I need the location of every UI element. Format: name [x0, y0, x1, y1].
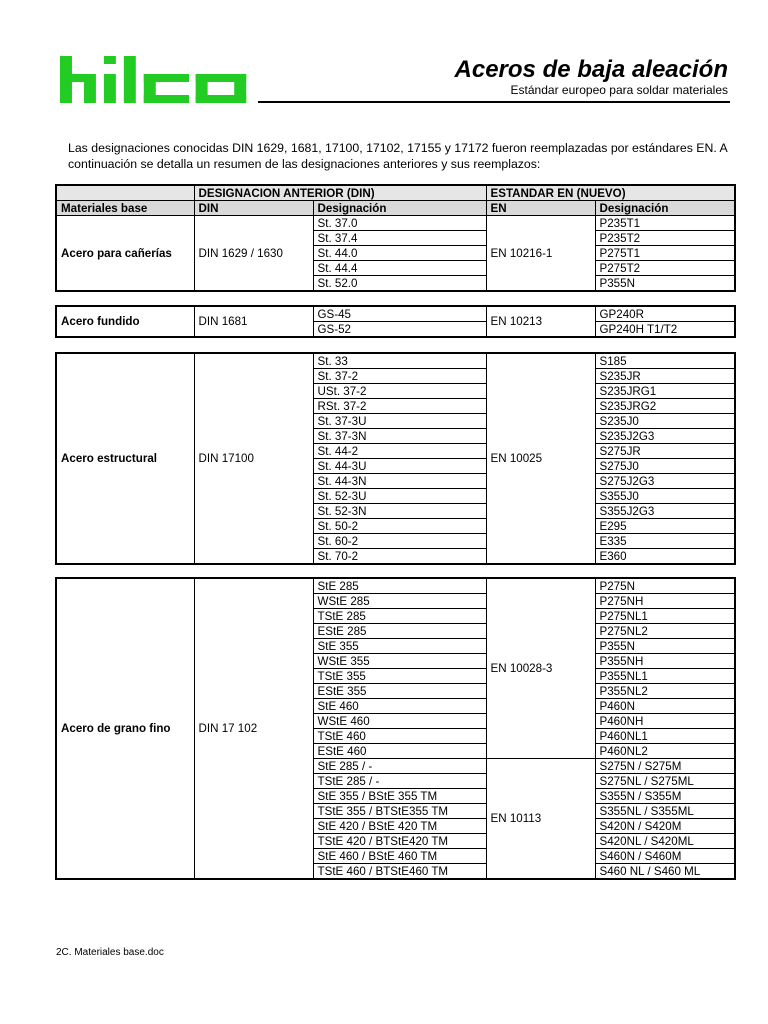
old-designation-cell: StE 420 / BStE 420 TM — [313, 819, 486, 834]
logo-shapes — [60, 56, 246, 103]
designations-table-group-3 — [55, 352, 736, 565]
logo-block — [124, 56, 136, 103]
old-designation-cell: St. 52-3N — [313, 504, 486, 519]
header-material-column: Materiales base — [56, 201, 194, 216]
page-subtitle: Estándar europeo para soldar materiales — [510, 83, 728, 97]
old-designation-cell: St. 44.0 — [313, 246, 486, 261]
material-cell: Acero para cañerías — [56, 216, 194, 292]
new-designation-cell: P355NL2 — [595, 684, 735, 699]
old-designation-cell: St. 37.4 — [313, 231, 486, 246]
old-designation-cell: St. 37.0 — [313, 216, 486, 231]
en-standard-cell: EN 10216-1 — [486, 216, 595, 292]
old-designation-cell: St. 44.4 — [313, 261, 486, 276]
new-designation-cell: S460N / S460M — [595, 849, 735, 864]
new-designation-cell: E295 — [595, 519, 735, 534]
table-header-row-groups — [56, 185, 735, 201]
old-designation-cell: USt. 37-2 — [313, 384, 486, 399]
new-designation-cell: S275JR — [595, 444, 735, 459]
old-designation-cell: St. 33 — [313, 353, 486, 369]
header-old-designation-group: DESIGNACION ANTERIOR (DIN) — [194, 185, 486, 201]
old-designation-cell: WStE 355 — [313, 654, 486, 669]
new-designation-cell: P460NL1 — [595, 729, 735, 744]
new-designation-cell: P235T1 — [595, 216, 735, 231]
new-designation-cell: P275NL1 — [595, 609, 735, 624]
table-row — [56, 353, 735, 369]
header-en-column: EN — [486, 201, 595, 216]
new-designation-cell: GP240H T1/T2 — [595, 322, 735, 338]
old-designation-cell: EStE 355 — [313, 684, 486, 699]
new-designation-cell: S185 — [595, 353, 735, 369]
new-designation-cell: S355NL / S355ML — [595, 804, 735, 819]
intro-paragraph: Las designaciones conocidas DIN 1629, 1681, 17100, 17102, 17155 y 17172 fueron reemplazadas por estándares EN. A continuación se detalla un resumen de las designaciones anteriores y sus reemplazos: — [68, 141, 728, 171]
new-designation-cell: S235J0 — [595, 414, 735, 429]
old-designation-cell: St. 70-2 — [313, 549, 486, 565]
old-designation-cell: RSt. 37-2 — [313, 399, 486, 414]
old-designation-cell: GS-52 — [313, 322, 486, 338]
old-designation-cell: St. 60-2 — [313, 534, 486, 549]
en-standard-cell: EN 10025 — [486, 353, 595, 564]
old-designation-cell: WStE 285 — [313, 594, 486, 609]
en-standard-cell: EN 10028-3 — [486, 578, 595, 759]
new-designation-cell: P355NL1 — [595, 669, 735, 684]
new-designation-cell: S460 NL / S460 ML — [595, 864, 735, 880]
din-cell: DIN 17 102 — [194, 578, 313, 879]
en-standard-cell: EN 10213 — [486, 306, 595, 337]
new-designation-cell: P275T1 — [595, 246, 735, 261]
old-designation-cell: St. 37-2 — [313, 369, 486, 384]
header-din-column: DIN — [194, 201, 313, 216]
old-designation-cell: StE 355 / BStE 355 TM — [313, 789, 486, 804]
old-designation-cell: St. 44-3U — [313, 459, 486, 474]
table-row — [56, 306, 735, 322]
old-designation-cell: TStE 355 / BTStE355 TM — [313, 804, 486, 819]
old-designation-cell: St. 50-2 — [313, 519, 486, 534]
new-designation-cell: S420N / S420M — [595, 819, 735, 834]
new-designation-cell: P275T2 — [595, 261, 735, 276]
new-designation-cell: S355J0 — [595, 489, 735, 504]
new-designation-cell: S275J2G3 — [595, 474, 735, 489]
old-designation-cell: TStE 285 — [313, 609, 486, 624]
new-designation-cell: S235J2G3 — [595, 429, 735, 444]
new-designation-cell: P275N — [595, 578, 735, 594]
new-designation-cell: P460N — [595, 699, 735, 714]
designations-table-group-1 — [55, 184, 736, 292]
new-designation-cell: S235JR — [595, 369, 735, 384]
din-cell: DIN 1629 / 1630 — [194, 216, 313, 292]
old-designation-cell: TStE 460 / BTStE460 TM — [313, 864, 486, 880]
header-new-standard-group: ESTANDAR EN (NUEVO) — [486, 185, 735, 201]
old-designation-cell: WStE 460 — [313, 714, 486, 729]
new-designation-cell: S355J2G3 — [595, 504, 735, 519]
old-designation-cell: StE 285 / - — [313, 759, 486, 774]
new-designation-cell: S275N / S275M — [595, 759, 735, 774]
logo-block — [104, 74, 116, 103]
logo-block — [144, 95, 189, 103]
old-designation-cell: EStE 460 — [313, 744, 486, 759]
table-row — [56, 216, 735, 231]
old-designation-cell: TStE 285 / - — [313, 774, 486, 789]
new-designation-cell: S355N / S355M — [595, 789, 735, 804]
old-designation-cell: St. 37-3U — [313, 414, 486, 429]
old-designation-cell: TStE 355 — [313, 669, 486, 684]
material-cell: Acero estructural — [56, 353, 194, 564]
old-designation-cell: St. 44-2 — [313, 444, 486, 459]
din-cell: DIN 17100 — [194, 353, 313, 564]
new-designation-cell: GP240R — [595, 306, 735, 322]
old-designation-cell: TStE 420 / BTStE420 TM — [313, 834, 486, 849]
hilco-logo — [60, 56, 250, 104]
logo-block — [104, 56, 116, 64]
old-designation-cell: TStE 460 — [313, 729, 486, 744]
new-designation-cell: S420NL / S420ML — [595, 834, 735, 849]
logo-block — [196, 95, 247, 103]
new-designation-cell: P275NH — [595, 594, 735, 609]
old-designation-cell: StE 460 / BStE 460 TM — [313, 849, 486, 864]
page-title: Aceros de baja aleación — [454, 56, 728, 83]
designations-table-group-2 — [55, 305, 736, 338]
header-empty-cell — [56, 185, 194, 201]
old-designation-cell: St. 52.0 — [313, 276, 486, 292]
new-designation-cell: E335 — [595, 534, 735, 549]
new-designation-cell: P460NL2 — [595, 744, 735, 759]
header-old-designation-column: Designación — [313, 201, 486, 216]
old-designation-cell: EStE 285 — [313, 624, 486, 639]
new-designation-cell: P275NL2 — [595, 624, 735, 639]
footer-filename: 2C. Materiales base.doc — [56, 947, 164, 958]
new-designation-cell: S275NL / S275ML — [595, 774, 735, 789]
new-designation-cell: E360 — [595, 549, 735, 565]
table-row — [56, 578, 735, 594]
old-designation-cell: GS-45 — [313, 306, 486, 322]
old-designation-cell: StE 355 — [313, 639, 486, 654]
new-designation-cell: P355N — [595, 639, 735, 654]
table-header-row-columns — [56, 201, 735, 216]
material-cell: Acero de grano fino — [56, 578, 194, 879]
old-designation-cell: StE 460 — [313, 699, 486, 714]
new-designation-cell: P355NH — [595, 654, 735, 669]
old-designation-cell: StE 285 — [313, 578, 486, 594]
en-standard-cell: EN 10113 — [486, 759, 595, 880]
designations-table-group-4 — [55, 577, 736, 880]
new-designation-cell: S275J0 — [595, 459, 735, 474]
material-cell: Acero fundido — [56, 306, 194, 337]
new-designation-cell: P235T2 — [595, 231, 735, 246]
new-designation-cell: P460NH — [595, 714, 735, 729]
old-designation-cell: St. 44-3N — [313, 474, 486, 489]
logo-block — [84, 74, 96, 103]
title-rule — [258, 101, 730, 103]
new-designation-cell: S235JRG1 — [595, 384, 735, 399]
header-new-designation-column: Designación — [595, 201, 735, 216]
new-designation-cell: S235JRG2 — [595, 399, 735, 414]
old-designation-cell: St. 37-3N — [313, 429, 486, 444]
old-designation-cell: St. 52-3U — [313, 489, 486, 504]
din-cell: DIN 1681 — [194, 306, 313, 337]
new-designation-cell: P355N — [595, 276, 735, 292]
